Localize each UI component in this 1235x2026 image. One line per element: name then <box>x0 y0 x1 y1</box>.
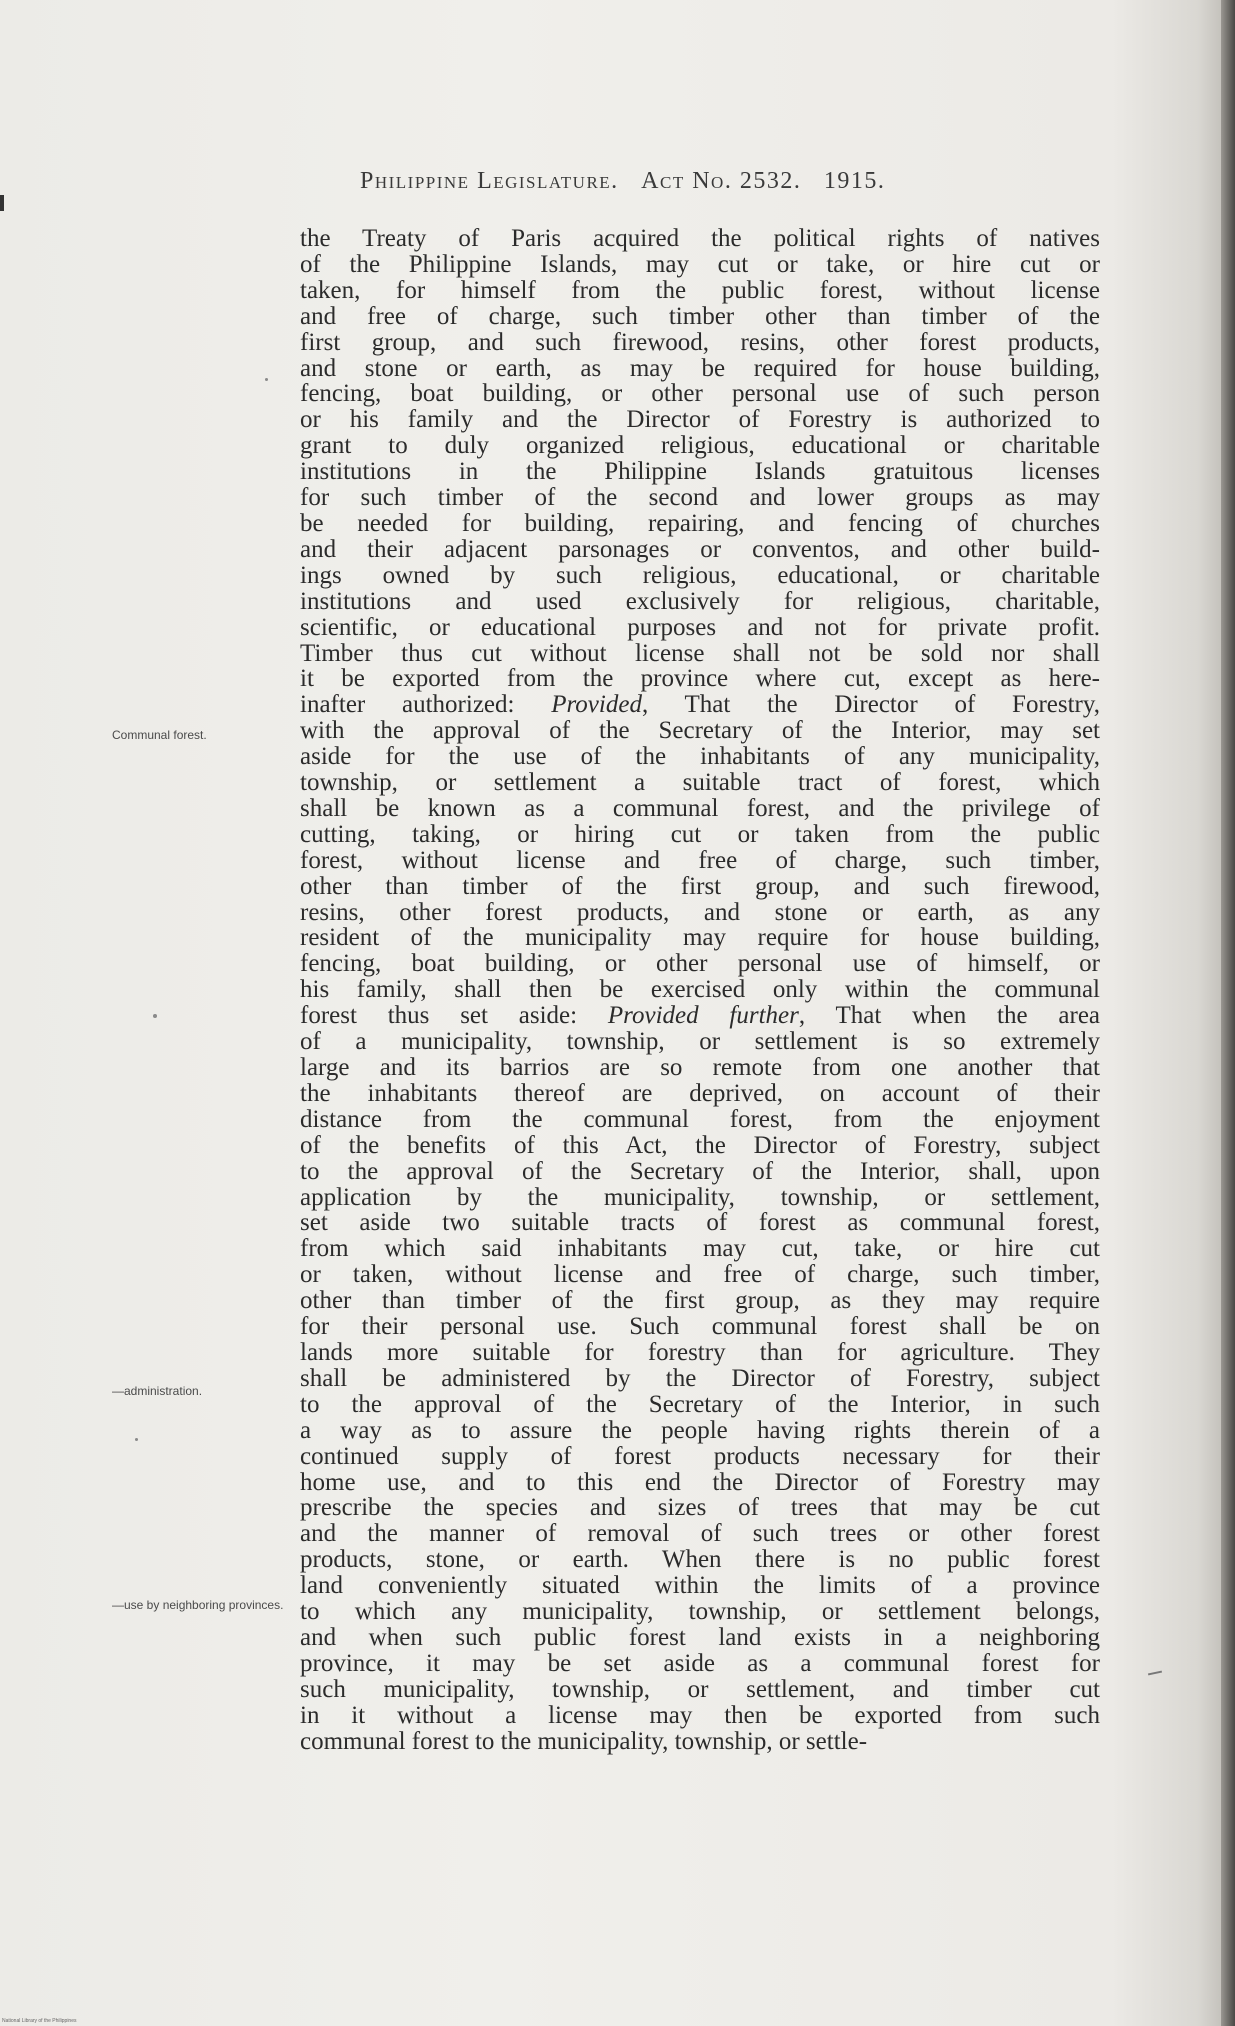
margin-note-communal-forest: Communal forest. <box>112 728 207 742</box>
text-line: other than timber of the first group, as they may require <box>300 1287 1100 1315</box>
scan-speck <box>135 1438 138 1441</box>
text-line: large and its barrios are so remote from one another that <box>300 1054 1100 1081</box>
text-line: the inhabitants thereof are deprived, on account of their <box>300 1079 1100 1107</box>
text-line: from which said inhabitants may cut, take, or hire cut <box>300 1235 1100 1263</box>
text-line: first group, and such firewood, resins, other forest products, <box>300 328 1100 356</box>
text-line: and when such public forest land exists in a neighboring <box>300 1623 1100 1651</box>
text-line: forest thus set aside: Provided further, That when the area <box>300 1002 1101 1030</box>
text-line: with the approval of the Secretary of the Interior, may set <box>300 717 1100 745</box>
text-line: in it without a license may then be exported from such <box>300 1701 1100 1729</box>
text-line: the Treaty of Paris acquired the political rights of natives <box>300 225 1100 252</box>
text-line: and the manner of removal of such trees or other forest <box>300 1520 1100 1548</box>
text-line: prescribe the species and sizes of trees that may be cut <box>300 1494 1100 1522</box>
running-head <box>360 168 1060 195</box>
header-year: 1915. <box>823 168 886 194</box>
page-edge-shadow <box>1221 0 1235 2026</box>
italic-proviso: Provided <box>551 691 642 719</box>
italic-proviso: Provided further <box>607 1002 799 1030</box>
text-line: of a municipality, township, or settlement is so extremely <box>300 1028 1100 1056</box>
header-act-number: Act No. 2532. <box>641 168 802 194</box>
text-line: institutions in the Philippine Islands gratuitous licenses <box>300 458 1100 486</box>
text-line: resins, other forest products, and stone or earth, as any <box>300 898 1100 926</box>
scan-speck <box>153 1014 157 1018</box>
text-line: products, stone, or earth. When there is no public forest <box>300 1546 1100 1574</box>
text-line: other than timber of the first group, and such firewood, <box>300 872 1100 900</box>
text-line: of the benefits of this Act, the Director of Forestry, subject <box>300 1131 1100 1159</box>
text-line: taken, for himself from the public forest, without license <box>300 276 1100 304</box>
text-line: township, or settlement a suitable tract of forest, which <box>300 769 1100 797</box>
text-line: shall be administered by the Director of Forestry, subject <box>300 1364 1100 1392</box>
text-line: for their personal use. Such communal forest shall be on <box>300 1313 1100 1341</box>
text-line: institutions and used exclusively for religious, charitable, <box>300 587 1100 615</box>
text-line: fencing, boat building, or other personal use of himself, or <box>300 950 1100 978</box>
text-line: Timber thus cut without license shall not be sold nor shall <box>300 639 1100 667</box>
text-line: be needed for building, repairing, and fencing of churches <box>300 509 1100 537</box>
text-line: and free of charge, such timber other than timber of the <box>300 302 1100 330</box>
text-line: province, it may be set aside as a communal forest for <box>300 1649 1100 1677</box>
text-line: to which any municipality, township, or settlement belongs, <box>300 1598 1100 1626</box>
header-title: Philippine Legislature. <box>360 168 619 194</box>
text-line: grant to duly organized religious, educational or charitable <box>300 432 1100 460</box>
text-line: inafter authorized: Provided, That the Director of Forestry, <box>300 691 1101 719</box>
text-line: fencing, boat building, or other personal use of such person <box>300 380 1100 408</box>
text-line: cutting, taking, or hiring cut or taken from the public <box>300 820 1100 848</box>
text-line: or his family and the Director of Forestry is authorized to <box>300 406 1100 434</box>
text-line: his family, shall then be exercised only within the communal <box>300 976 1100 1004</box>
text-line: resident of the municipality may require for house building, <box>300 924 1100 952</box>
text-line: lands more suitable for forestry than for agriculture. They <box>300 1338 1100 1366</box>
text-line: set aside two suitable tracts of forest as communal forest, <box>300 1209 1100 1237</box>
text-line: forest, without license and free of charge, such timber, <box>300 846 1100 874</box>
margin-note-neighboring-provinces: —use by neighboring provinces. <box>112 1598 284 1612</box>
text-line: continued supply of forest products necessary for their <box>300 1442 1100 1470</box>
act-body-text <box>300 226 1100 1754</box>
text-line: of the Philippine Islands, may cut or take, or hire cut or <box>300 250 1100 278</box>
text-line: communal forest to the municipality, township, or settle- <box>300 1727 868 1755</box>
text-line: or taken, without license and free of charge, such timber, <box>300 1261 1100 1289</box>
text-line: to the approval of the Secretary of the Interior, shall, upon <box>300 1157 1100 1185</box>
scan-speck <box>265 378 268 381</box>
text-line: such municipality, township, or settlement, and timber cut <box>300 1675 1100 1703</box>
text-line: and their adjacent parsonages or conventos, and other build- <box>300 535 1100 563</box>
text-line: to the approval of the Secretary of the Interior, in such <box>300 1390 1100 1418</box>
text-line: a way as to assure the people having rights therein of a <box>300 1416 1100 1444</box>
text-line: aside for the use of the inhabitants of any municipality, <box>300 743 1100 771</box>
margin-note-administration: —administration. <box>112 1384 203 1398</box>
text-line: application by the municipality, township, or settlement, <box>300 1183 1100 1211</box>
text-line: distance from the communal forest, from the enjoyment <box>300 1105 1100 1133</box>
text-line: for such timber of the second and lower groups as may <box>300 484 1100 512</box>
scan-mark <box>0 195 4 211</box>
text-line: scientific, or educational purposes and not for private profit. <box>300 613 1100 641</box>
text-line: and stone or earth, as may be required for house building, <box>300 354 1100 382</box>
text-line: ings owned by such religious, educational, or charitable <box>300 561 1100 589</box>
text-line: it be exported from the province where cut, except as here- <box>300 665 1100 693</box>
text-line: land conveniently situated within the limits of a province <box>300 1572 1100 1600</box>
footer-credit: National Library of the Philippines <box>2 2018 77 2024</box>
text-line: home use, and to this end the Director of Forestry may <box>300 1468 1100 1496</box>
text-line: shall be known as a communal forest, and the privilege of <box>300 794 1100 822</box>
